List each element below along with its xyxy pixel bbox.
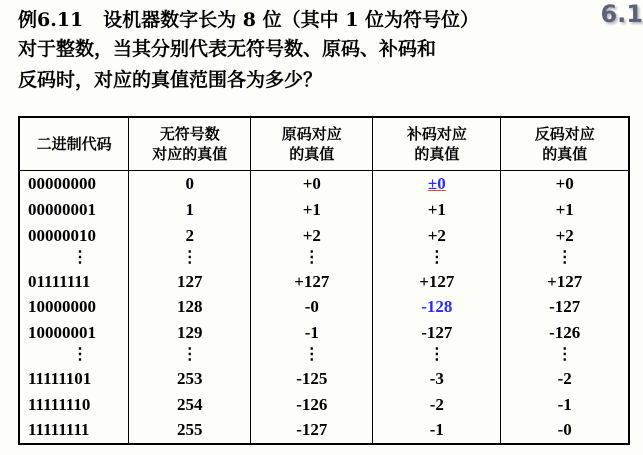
cell-binary: 10000001 (19, 320, 129, 346)
cell-ones-complement: +1 (501, 197, 629, 223)
vertical-ellipsis: ⋮ (373, 249, 501, 269)
cell-unsigned: 1 (129, 197, 251, 223)
table-row (19, 320, 629, 346)
cell-twos-complement: +127 (373, 268, 501, 294)
cell-unsigned: 253 (129, 365, 251, 391)
cell-ones-complement: -1 (501, 391, 629, 417)
cell-binary: 00000010 (19, 223, 129, 249)
ellipsis-row (19, 249, 629, 269)
cell-twos-complement: -127 (373, 320, 501, 346)
cell-binary: 00000000 (19, 171, 129, 197)
cell-sign-magnitude: -126 (251, 391, 373, 417)
cell-binary: 00000001 (19, 197, 129, 223)
vertical-ellipsis: ⋮ (19, 346, 129, 366)
question-line-2: 反码时，对应的真值范围各为多少？ (18, 69, 323, 91)
cell-ones-complement: +0 (501, 171, 629, 197)
table-row (19, 223, 629, 249)
cell-ones-complement: +2 (501, 223, 629, 249)
vertical-ellipsis: ⋮ (251, 346, 373, 366)
cell-binary: 10000000 (19, 294, 129, 320)
cell-ones-complement: +127 (501, 268, 629, 294)
header-unsigned: 无符号数 对应的真值 (129, 117, 251, 171)
cell-ones-complement: -127 (501, 294, 629, 320)
cell-sign-magnitude: -125 (251, 365, 373, 391)
table-row (19, 197, 629, 223)
cell-ones-complement: -0 (501, 417, 629, 444)
cell-sign-magnitude: +127 (251, 268, 373, 294)
cell-twos-complement: -128 (373, 294, 501, 320)
cell-twos-complement: -3 (373, 365, 501, 391)
table-row (19, 171, 629, 197)
header-sign-magnitude: 原码对应 的真值 (251, 117, 373, 171)
vertical-ellipsis: ⋮ (129, 346, 251, 366)
vertical-ellipsis: ⋮ (373, 346, 501, 366)
cell-unsigned: 127 (129, 268, 251, 294)
cell-sign-magnitude: +2 (251, 223, 373, 249)
table-header-row (19, 117, 629, 171)
table-body (19, 171, 629, 445)
cell-unsigned: 0 (129, 171, 251, 197)
cell-twos-complement: -1 (373, 417, 501, 444)
ellipsis-row (19, 346, 629, 366)
vertical-ellipsis: ⋮ (251, 249, 373, 269)
cell-ones-complement: -126 (501, 320, 629, 346)
cell-binary: 11111111 (19, 417, 129, 444)
header-twos-complement: 补码对应 的真值 (373, 117, 501, 171)
cell-sign-magnitude: +1 (251, 197, 373, 223)
cell-unsigned: 254 (129, 391, 251, 417)
table-row (19, 417, 629, 444)
header-ones-complement: 反码对应 的真值 (501, 117, 629, 171)
cell-unsigned: 128 (129, 294, 251, 320)
question-line-1: 对于整数，当其分别代表无符号数、原码、补码和 (18, 38, 437, 60)
cell-twos-complement: +2 (373, 223, 501, 249)
cell-binary: 11111101 (19, 365, 129, 391)
table-row (19, 391, 629, 417)
table-row (19, 268, 629, 294)
cell-unsigned: 129 (129, 320, 251, 346)
cell-unsigned: 2 (129, 223, 251, 249)
cell-binary: 01111111 (19, 268, 129, 294)
example-number: 例6.11 (18, 9, 84, 31)
header-binary-code: 二进制代码 (19, 117, 129, 171)
cell-sign-magnitude: +0 (251, 171, 373, 197)
cell-ones-complement: -2 (501, 365, 629, 391)
cell-binary: 11111110 (19, 391, 129, 417)
section-number-label: 6.1 (600, 0, 643, 28)
value-range-table (18, 116, 630, 445)
vertical-ellipsis: ⋮ (129, 249, 251, 269)
vertical-ellipsis: ⋮ (501, 249, 629, 269)
cell-twos-complement: ±0 (373, 171, 501, 197)
problem-title (18, 6, 578, 35)
problem-statement: 设机器数字长为 8 位（其中 1 位为符号位） (103, 9, 480, 31)
cell-sign-magnitude: -0 (251, 294, 373, 320)
table-row (19, 365, 629, 391)
cell-twos-complement: -2 (373, 391, 501, 417)
cell-twos-complement: +1 (373, 197, 501, 223)
cell-sign-magnitude: -127 (251, 417, 373, 444)
cell-sign-magnitude: -1 (251, 320, 373, 346)
vertical-ellipsis: ⋮ (501, 346, 629, 366)
cell-unsigned: 255 (129, 417, 251, 444)
table-row (19, 294, 629, 320)
vertical-ellipsis: ⋮ (19, 249, 129, 269)
